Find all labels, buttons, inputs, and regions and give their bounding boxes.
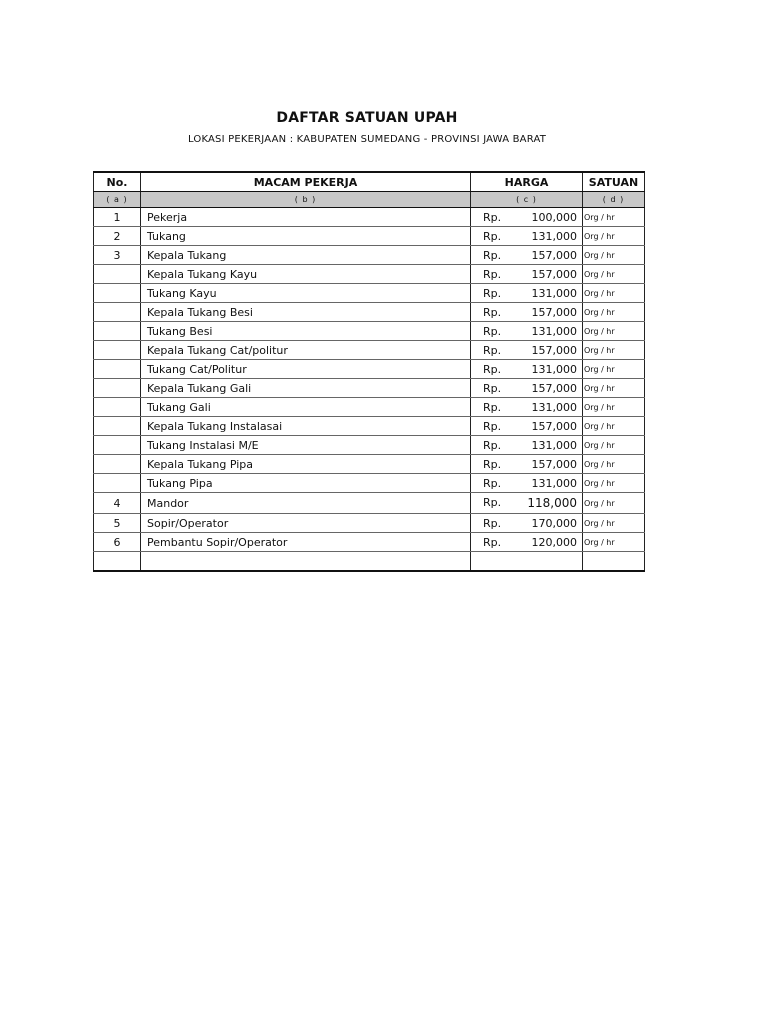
header-no: No. [94, 172, 141, 192]
currency-label: Rp. [483, 229, 502, 243]
row-number: 5 [94, 514, 141, 533]
currency-label: Rp. [483, 419, 502, 433]
price-cell [471, 227, 583, 246]
price-cell [471, 322, 583, 341]
price-value: 118,000 [527, 496, 577, 510]
worker-name: Tukang Kayu [141, 284, 471, 303]
currency-label: Rp. [483, 457, 502, 471]
worker-name: Pembantu Sopir/Operator [141, 533, 471, 552]
empty-cell [583, 552, 645, 572]
letter-unit: ( d ) [583, 192, 645, 208]
row-number [94, 284, 141, 303]
worker-name: Kepala Tukang Instalasai [141, 417, 471, 436]
price-cell [471, 208, 583, 227]
price-value: 131,000 [531, 476, 577, 490]
table-row [94, 493, 645, 514]
table-row [94, 341, 645, 360]
currency-label: Rp. [483, 210, 502, 224]
unit-value: Org / hr [583, 322, 645, 341]
row-number: 3 [94, 246, 141, 265]
unit-value: Org / hr [583, 246, 645, 265]
price-value: 131,000 [531, 438, 577, 452]
price-cell [471, 493, 583, 514]
table-row [94, 379, 645, 398]
letter-worker: ( b ) [141, 192, 471, 208]
unit-value: Org / hr [583, 265, 645, 284]
currency-label: Rp. [483, 248, 502, 262]
worker-name: Tukang Besi [141, 322, 471, 341]
price-value: 157,000 [531, 305, 577, 319]
table-row [94, 398, 645, 417]
table-row [94, 208, 645, 227]
row-number: 6 [94, 533, 141, 552]
table-row [94, 455, 645, 474]
worker-name: Kepala Tukang Pipa [141, 455, 471, 474]
price-value: 170,000 [531, 516, 577, 530]
unit-value: Org / hr [583, 533, 645, 552]
row-number [94, 474, 141, 493]
worker-name: Kepala Tukang Besi [141, 303, 471, 322]
price-cell [471, 360, 583, 379]
row-number [94, 455, 141, 474]
row-number [94, 265, 141, 284]
table-row [94, 246, 645, 265]
price-value: 120,000 [531, 535, 577, 549]
header-worker: MACAM PEKERJA [141, 172, 471, 192]
wage-table [93, 171, 645, 572]
price-value: 131,000 [531, 400, 577, 414]
document-subtitle: LOKASI PEKERJAAN : KABUPATEN SUMEDANG - PROVINSI JAWA BARAT [187, 134, 547, 145]
worker-name: Kepala Tukang Kayu [141, 265, 471, 284]
table-letter-row [94, 192, 645, 208]
price-value: 157,000 [531, 381, 577, 395]
unit-value: Org / hr [583, 455, 645, 474]
currency-label: Rp. [483, 286, 502, 300]
price-cell [471, 265, 583, 284]
unit-value: Org / hr [583, 474, 645, 493]
header-price: HARGA [471, 172, 583, 192]
currency-label: Rp. [483, 305, 502, 319]
worker-name: Tukang Cat/Politur [141, 360, 471, 379]
row-number: 4 [94, 493, 141, 514]
unit-value: Org / hr [583, 208, 645, 227]
price-cell [471, 246, 583, 265]
price-value: 157,000 [531, 248, 577, 262]
unit-value: Org / hr [583, 493, 645, 514]
row-number [94, 417, 141, 436]
table-row [94, 360, 645, 379]
table-row [94, 417, 645, 436]
unit-value: Org / hr [583, 284, 645, 303]
row-number [94, 341, 141, 360]
price-value: 100,000 [531, 210, 577, 224]
price-cell [471, 533, 583, 552]
table-row [94, 474, 645, 493]
row-number [94, 436, 141, 455]
price-cell [471, 303, 583, 322]
price-value: 131,000 [531, 324, 577, 338]
unit-value: Org / hr [583, 341, 645, 360]
worker-name: Kepala Tukang Gali [141, 379, 471, 398]
price-cell [471, 398, 583, 417]
unit-value: Org / hr [583, 417, 645, 436]
currency-label: Rp. [483, 476, 502, 490]
row-number [94, 322, 141, 341]
currency-label: Rp. [483, 267, 502, 281]
price-cell [471, 341, 583, 360]
currency-label: Rp. [483, 496, 502, 509]
worker-name: Pekerja [141, 208, 471, 227]
header-unit: SATUAN [583, 172, 645, 192]
row-number [94, 398, 141, 417]
table-row [94, 227, 645, 246]
currency-label: Rp. [483, 343, 502, 357]
currency-label: Rp. [483, 400, 502, 414]
currency-label: Rp. [483, 535, 502, 549]
currency-label: Rp. [483, 516, 502, 530]
worker-name: Kepala Tukang Cat/politur [141, 341, 471, 360]
unit-value: Org / hr [583, 227, 645, 246]
unit-value: Org / hr [583, 379, 645, 398]
unit-value: Org / hr [583, 514, 645, 533]
table-row [94, 514, 645, 533]
row-number [94, 379, 141, 398]
table-row [94, 322, 645, 341]
letter-price: ( c ) [471, 192, 583, 208]
worker-name: Kepala Tukang [141, 246, 471, 265]
unit-value: Org / hr [583, 303, 645, 322]
price-value: 157,000 [531, 419, 577, 433]
worker-name: Mandor [141, 493, 471, 514]
table-row [94, 303, 645, 322]
table-header-row [94, 172, 645, 192]
currency-label: Rp. [483, 324, 502, 338]
unit-value: Org / hr [583, 360, 645, 379]
price-value: 131,000 [531, 229, 577, 243]
row-number: 1 [94, 208, 141, 227]
price-cell [471, 436, 583, 455]
table-row [94, 436, 645, 455]
empty-cell [141, 552, 471, 572]
unit-value: Org / hr [583, 398, 645, 417]
table-row-empty [94, 552, 645, 572]
price-cell [471, 455, 583, 474]
price-value: 157,000 [531, 457, 577, 471]
worker-name: Tukang Pipa [141, 474, 471, 493]
price-cell [471, 284, 583, 303]
worker-name: Tukang Gali [141, 398, 471, 417]
document-title: DAFTAR SATUAN UPAH [276, 110, 458, 126]
price-cell [471, 474, 583, 493]
currency-label: Rp. [483, 438, 502, 452]
price-cell [471, 417, 583, 436]
price-value: 131,000 [531, 286, 577, 300]
currency-label: Rp. [483, 362, 502, 376]
table-row [94, 284, 645, 303]
row-number [94, 360, 141, 379]
letter-no: ( a ) [94, 192, 141, 208]
row-number [94, 303, 141, 322]
price-value: 157,000 [531, 267, 577, 281]
worker-name: Sopir/Operator [141, 514, 471, 533]
empty-cell [471, 552, 583, 572]
worker-name: Tukang Instalasi M/E [141, 436, 471, 455]
price-value: 131,000 [531, 362, 577, 376]
table-row [94, 533, 645, 552]
unit-value: Org / hr [583, 436, 645, 455]
empty-cell [94, 552, 141, 572]
worker-name: Tukang [141, 227, 471, 246]
price-cell [471, 514, 583, 533]
price-cell [471, 379, 583, 398]
row-number: 2 [94, 227, 141, 246]
currency-label: Rp. [483, 381, 502, 395]
table-body [94, 208, 645, 572]
table-row [94, 265, 645, 284]
price-value: 157,000 [531, 343, 577, 357]
